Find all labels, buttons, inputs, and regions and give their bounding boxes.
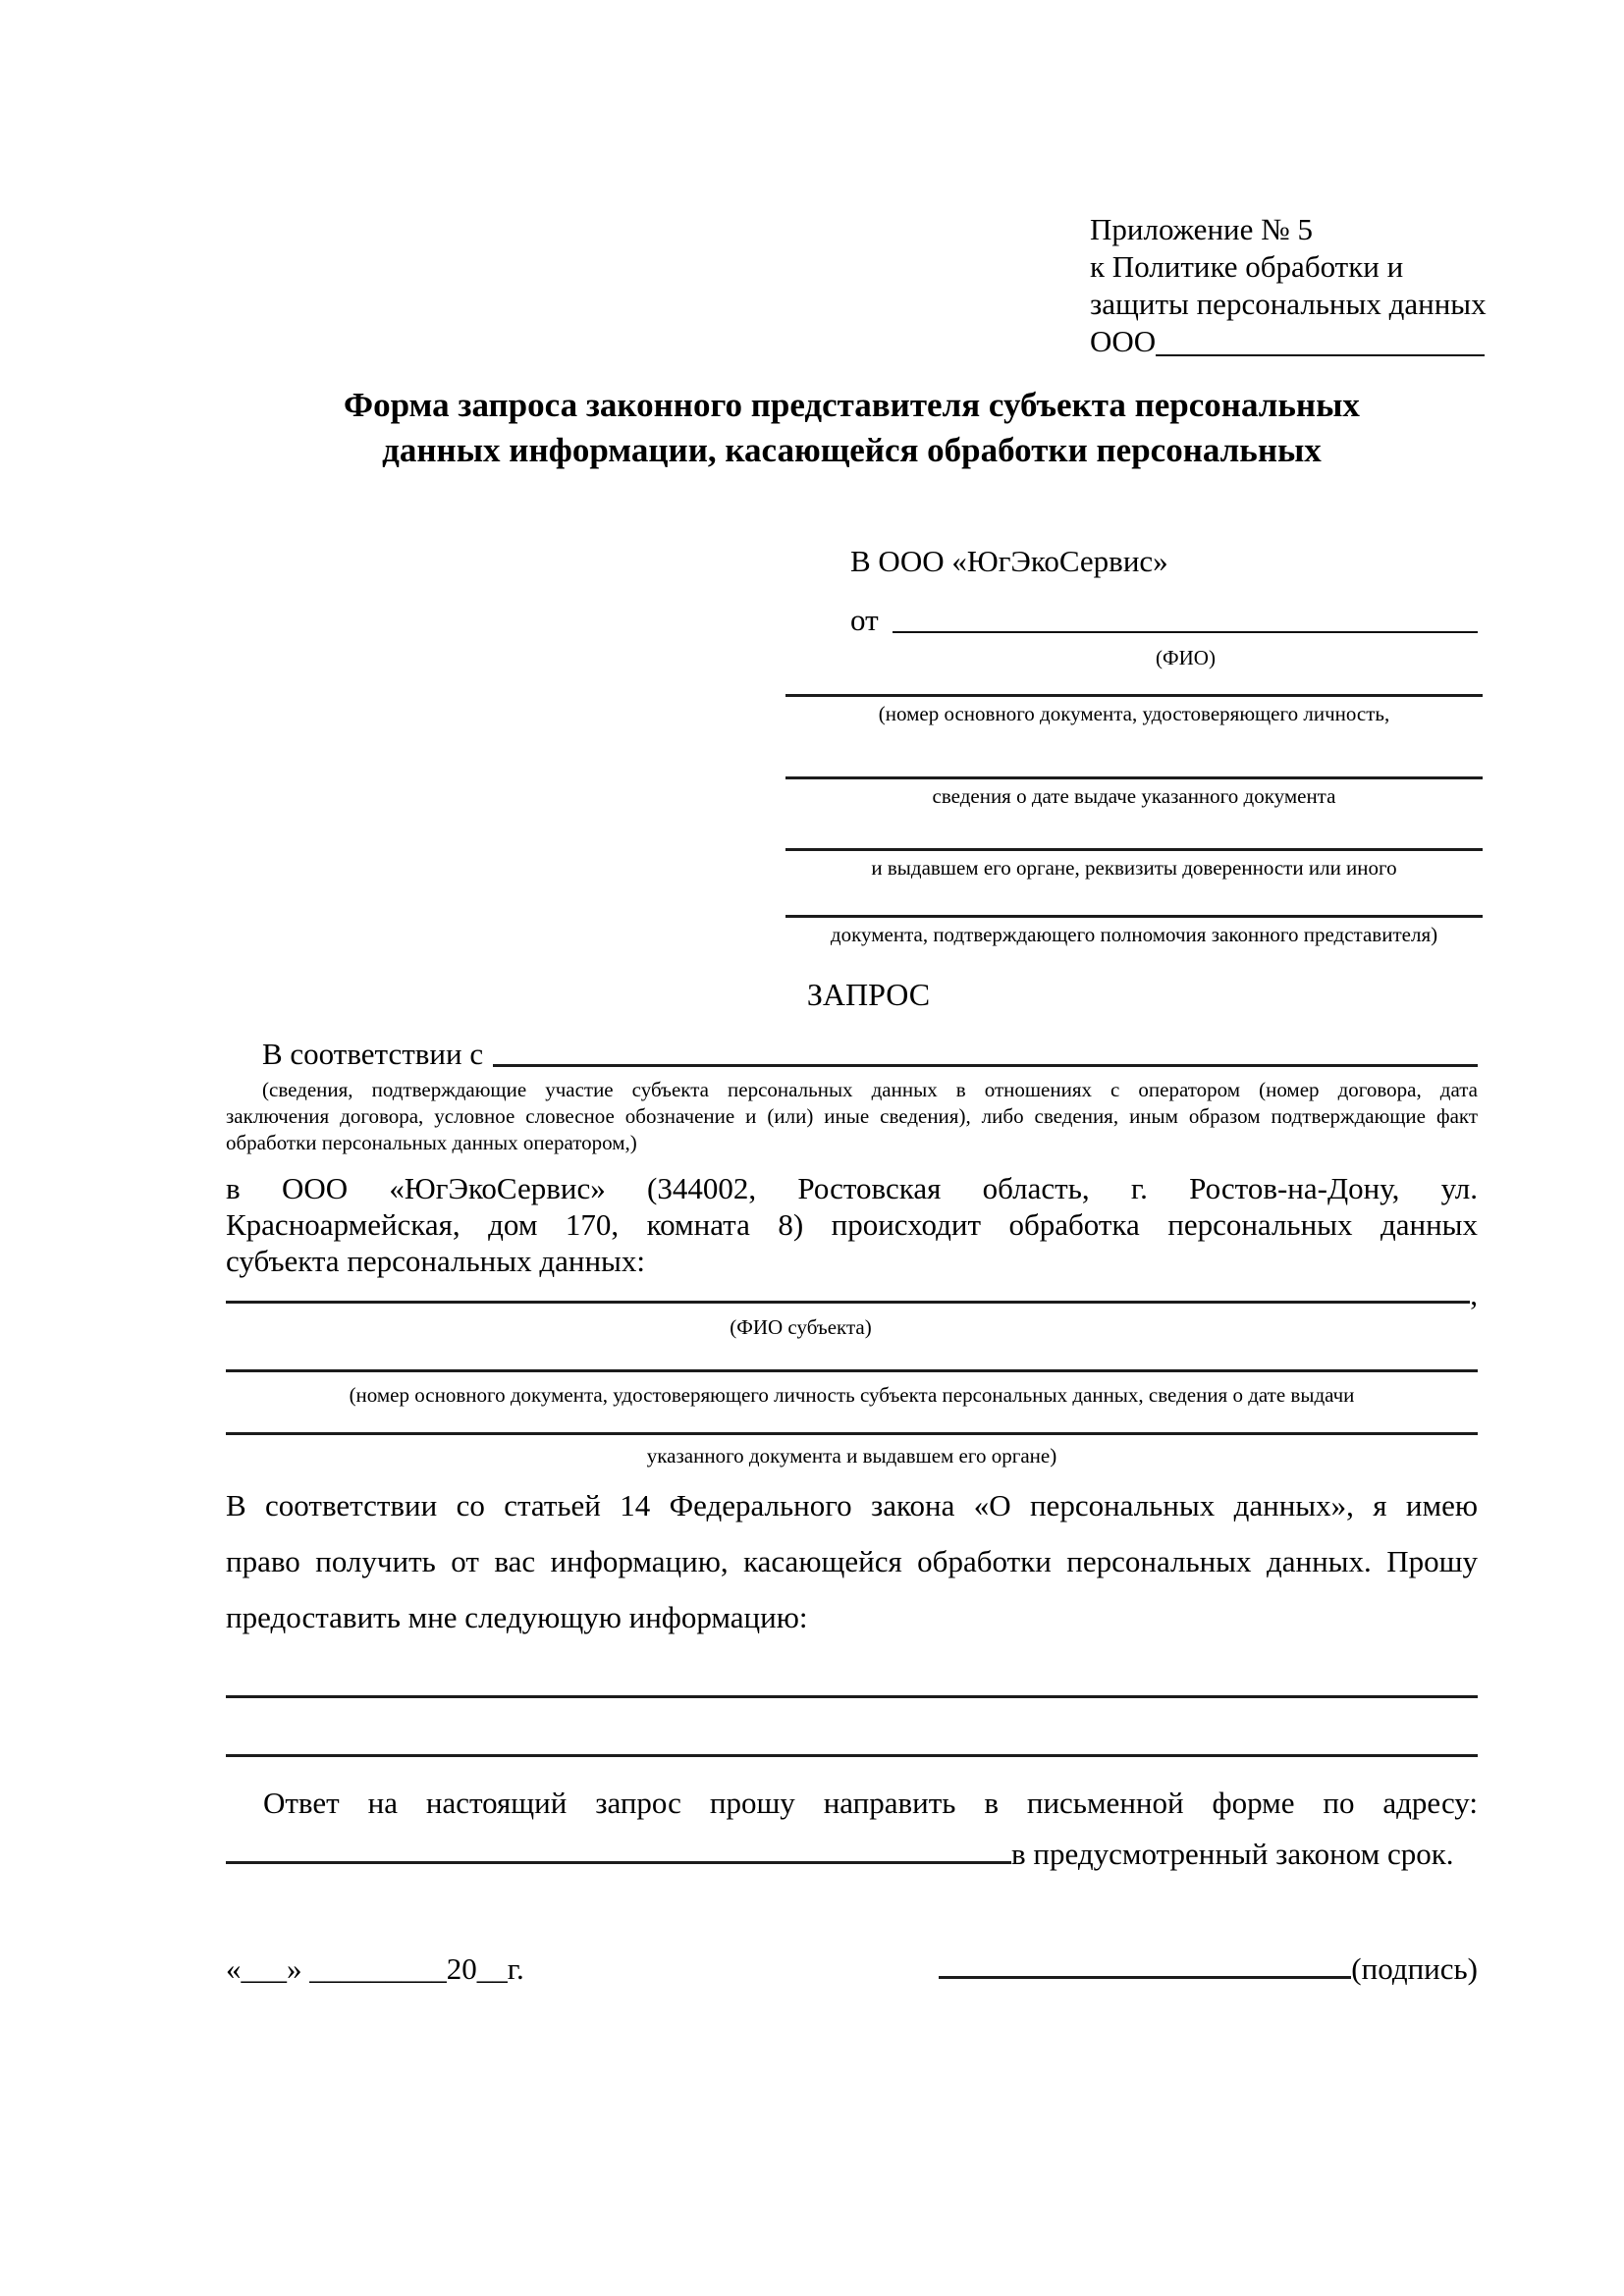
- subject-fio-blank-row: [226, 1277, 1478, 1312]
- from-label: от: [850, 603, 879, 637]
- title-line-2: данных информации, касающейся обработки персональных: [382, 431, 1322, 469]
- caption-line-3: обработки персональных данных оператором,): [226, 1131, 637, 1154]
- paragraph-line-3: субъекта персональных данных:: [226, 1244, 645, 1278]
- reply-paragraph: [226, 1785, 1478, 1821]
- subject-doc-caption-1: (номер основного документа, удостоверяющего личность субъекта персональных данных, сведения о дате выдачи: [349, 1383, 1355, 1407]
- subject-doc-caption-2: указанного документа и выдавшем его органе): [646, 1444, 1057, 1468]
- from-blank-field: [893, 631, 1478, 633]
- request-heading: ЗАПРОС: [806, 977, 931, 1012]
- reply-blank-row: [226, 1837, 1478, 1872]
- signature-blank-field: [939, 1976, 1351, 1979]
- representative-doc-rows: [785, 694, 1483, 947]
- date-line: «___» _________20__г.: [226, 1951, 524, 1986]
- reply-sentence: Ответ на настоящий запрос прошу направить в письменной форме по адресу:: [263, 1786, 1478, 1820]
- fio-caption: (ФИО): [1156, 646, 1216, 669]
- caption-line-1: (сведения, подтверждающие участие субъекта персональных данных в отношениях с оператором (номер договора, дата: [262, 1078, 1478, 1101]
- caption-line-2: заключения договора, условное словесное обозначение и (или) иные сведения), либо сведения, иным образом подтверждающие факт: [226, 1104, 1478, 1128]
- addressee-block: [850, 543, 1478, 670]
- law-line-2: право получить от вас информацию, касающейся обработки персональных данных. Прошу: [226, 1544, 1478, 1578]
- operator-paragraph: [226, 1170, 1478, 1279]
- accordance-caption: [226, 1077, 1478, 1156]
- accordance-blank-field: [493, 1064, 1478, 1067]
- reply-suffix: в предусмотренный законом срок.: [1011, 1837, 1454, 1871]
- document-title: [226, 383, 1478, 473]
- from-row: [850, 603, 1478, 638]
- addressee-to: В ООО «ЮгЭкоСервис»: [850, 544, 1168, 578]
- paragraph-line-2: Красноармейская, дом 170, комната 8) происходит обработка персональных данных: [226, 1207, 1478, 1242]
- annex-block: [1090, 211, 1487, 360]
- org-prefix: ООО: [1090, 324, 1157, 358]
- title-line-1: Форма запроса законного представителя субъекта персональных: [344, 386, 1360, 424]
- doc-row-caption-3: и выдавшем его органе, реквизиты доверенности или иного: [785, 848, 1483, 915]
- law-line-1: В соответствии со статьей 14 Федерального закона «О персональных данных», я имею: [226, 1488, 1478, 1522]
- subject-doc-rule-2: [226, 1432, 1478, 1435]
- subject-fio-caption: (ФИО субъекта): [730, 1315, 872, 1339]
- annex-org-line: [1090, 323, 1487, 360]
- law-line-3: предоставить мне следующую информацию:: [226, 1600, 808, 1634]
- accordance-prefix: В соответствии с: [262, 1037, 484, 1071]
- subject-doc-rule-1: [226, 1369, 1478, 1372]
- annex-line-3: защиты персональных данных: [1090, 287, 1487, 321]
- reply-address-blank-field: [226, 1861, 1011, 1864]
- paragraph-line-1: в ООО «ЮгЭкоСервис» (344002, Ростовская область, г. Ростов-на-Дону, ул.: [226, 1171, 1478, 1205]
- signature-caption: (подпись): [1351, 1951, 1478, 1986]
- signature-group: [939, 1951, 1478, 1987]
- org-blank-field: [1156, 354, 1485, 356]
- accordance-row: [226, 1037, 1478, 1072]
- law-paragraph: [226, 1477, 1478, 1645]
- doc-row-caption-4: документа, подтверждающего полномочия законного представителя): [785, 915, 1483, 947]
- subject-fio-blank-field: [226, 1301, 1470, 1304]
- trailing-comma: ,: [1470, 1277, 1478, 1311]
- doc-row-caption-2: сведения о дате выдаче указанного документа: [785, 776, 1483, 848]
- info-blank-line-2: [226, 1754, 1478, 1757]
- doc-row-caption-1: (номер основного документа, удостоверяющего личность,: [785, 694, 1483, 776]
- footer-row: [226, 1951, 1478, 1987]
- info-blank-line-1: [226, 1695, 1478, 1698]
- annex-line-1: Приложение № 5: [1090, 212, 1313, 246]
- annex-line-2: к Политике обработки и: [1090, 249, 1404, 284]
